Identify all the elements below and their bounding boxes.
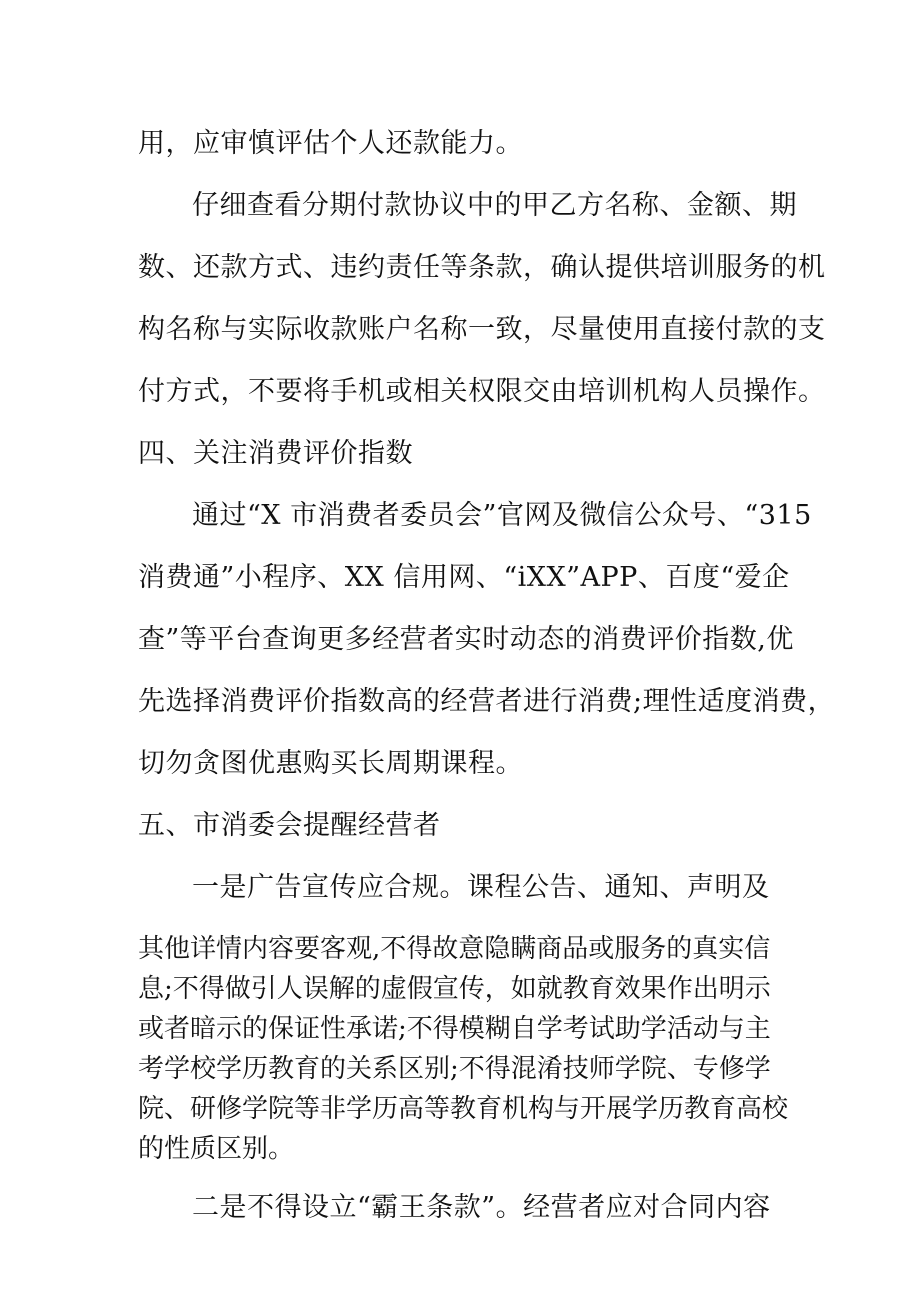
paragraph-line: 一是广告宣传应合规。课程公告、通知、声明及: [192, 872, 770, 903]
paragraph-line: 查”等平台查询更多经营者实时动态的消费评价指数,优: [138, 624, 794, 655]
paragraph-line: 或者暗示的保证性承诺;不得模糊自学考试助学活动与主: [138, 1014, 771, 1044]
paragraph-line: 的性质区别。: [138, 1134, 295, 1164]
paragraph-line: 构名称与实际收款账户名称一致，尽量使用直接付款的支: [138, 314, 826, 345]
paragraph-line: 仔细查看分期付款协议中的甲乙方名称、金额、期: [192, 190, 797, 221]
paragraph-line: 通过“X 市消费者委员会”官网及微信公众号、“315: [192, 500, 812, 531]
section-heading: 五、市消委会提醒经营者: [138, 810, 441, 841]
paragraph-line: 消费通”小程序、XX 信用网、“iXX”APP、百度“爱企: [138, 562, 790, 593]
paragraph-line: 二是不得设立“霸王条款”。经营者应对合同内容: [192, 1192, 771, 1223]
paragraph-line: 先选择消费评价指数高的经营者进行消费;理性适度消费，: [138, 686, 836, 717]
paragraph-line: 考学校学历教育的关系区别;不得混淆技师学院、专修学: [138, 1054, 771, 1084]
paragraph-line: 切勿贪图优惠购买长周期课程。: [138, 748, 523, 779]
paragraph-line: 院、研修学院等非学历高等教育机构与开展学历教育高校: [138, 1094, 789, 1124]
section-heading: 四、关注消费评价指数: [138, 438, 413, 469]
paragraph-line: 其他详情内容要客观,不得故意隐瞒商品或服务的真实信: [138, 934, 771, 964]
paragraph-line: 数、还款方式、违约责任等条款，确认提供培训服务的机: [138, 252, 826, 283]
paragraph-line: 息;不得做引人误解的虚假宣传，如就教育效果作出明示: [138, 974, 771, 1004]
paragraph-line: 用，应审慎评估个人还款能力。: [138, 128, 523, 159]
paragraph-line: 付方式，不要将手机或相关权限交由培训机构人员操作。: [138, 376, 826, 407]
